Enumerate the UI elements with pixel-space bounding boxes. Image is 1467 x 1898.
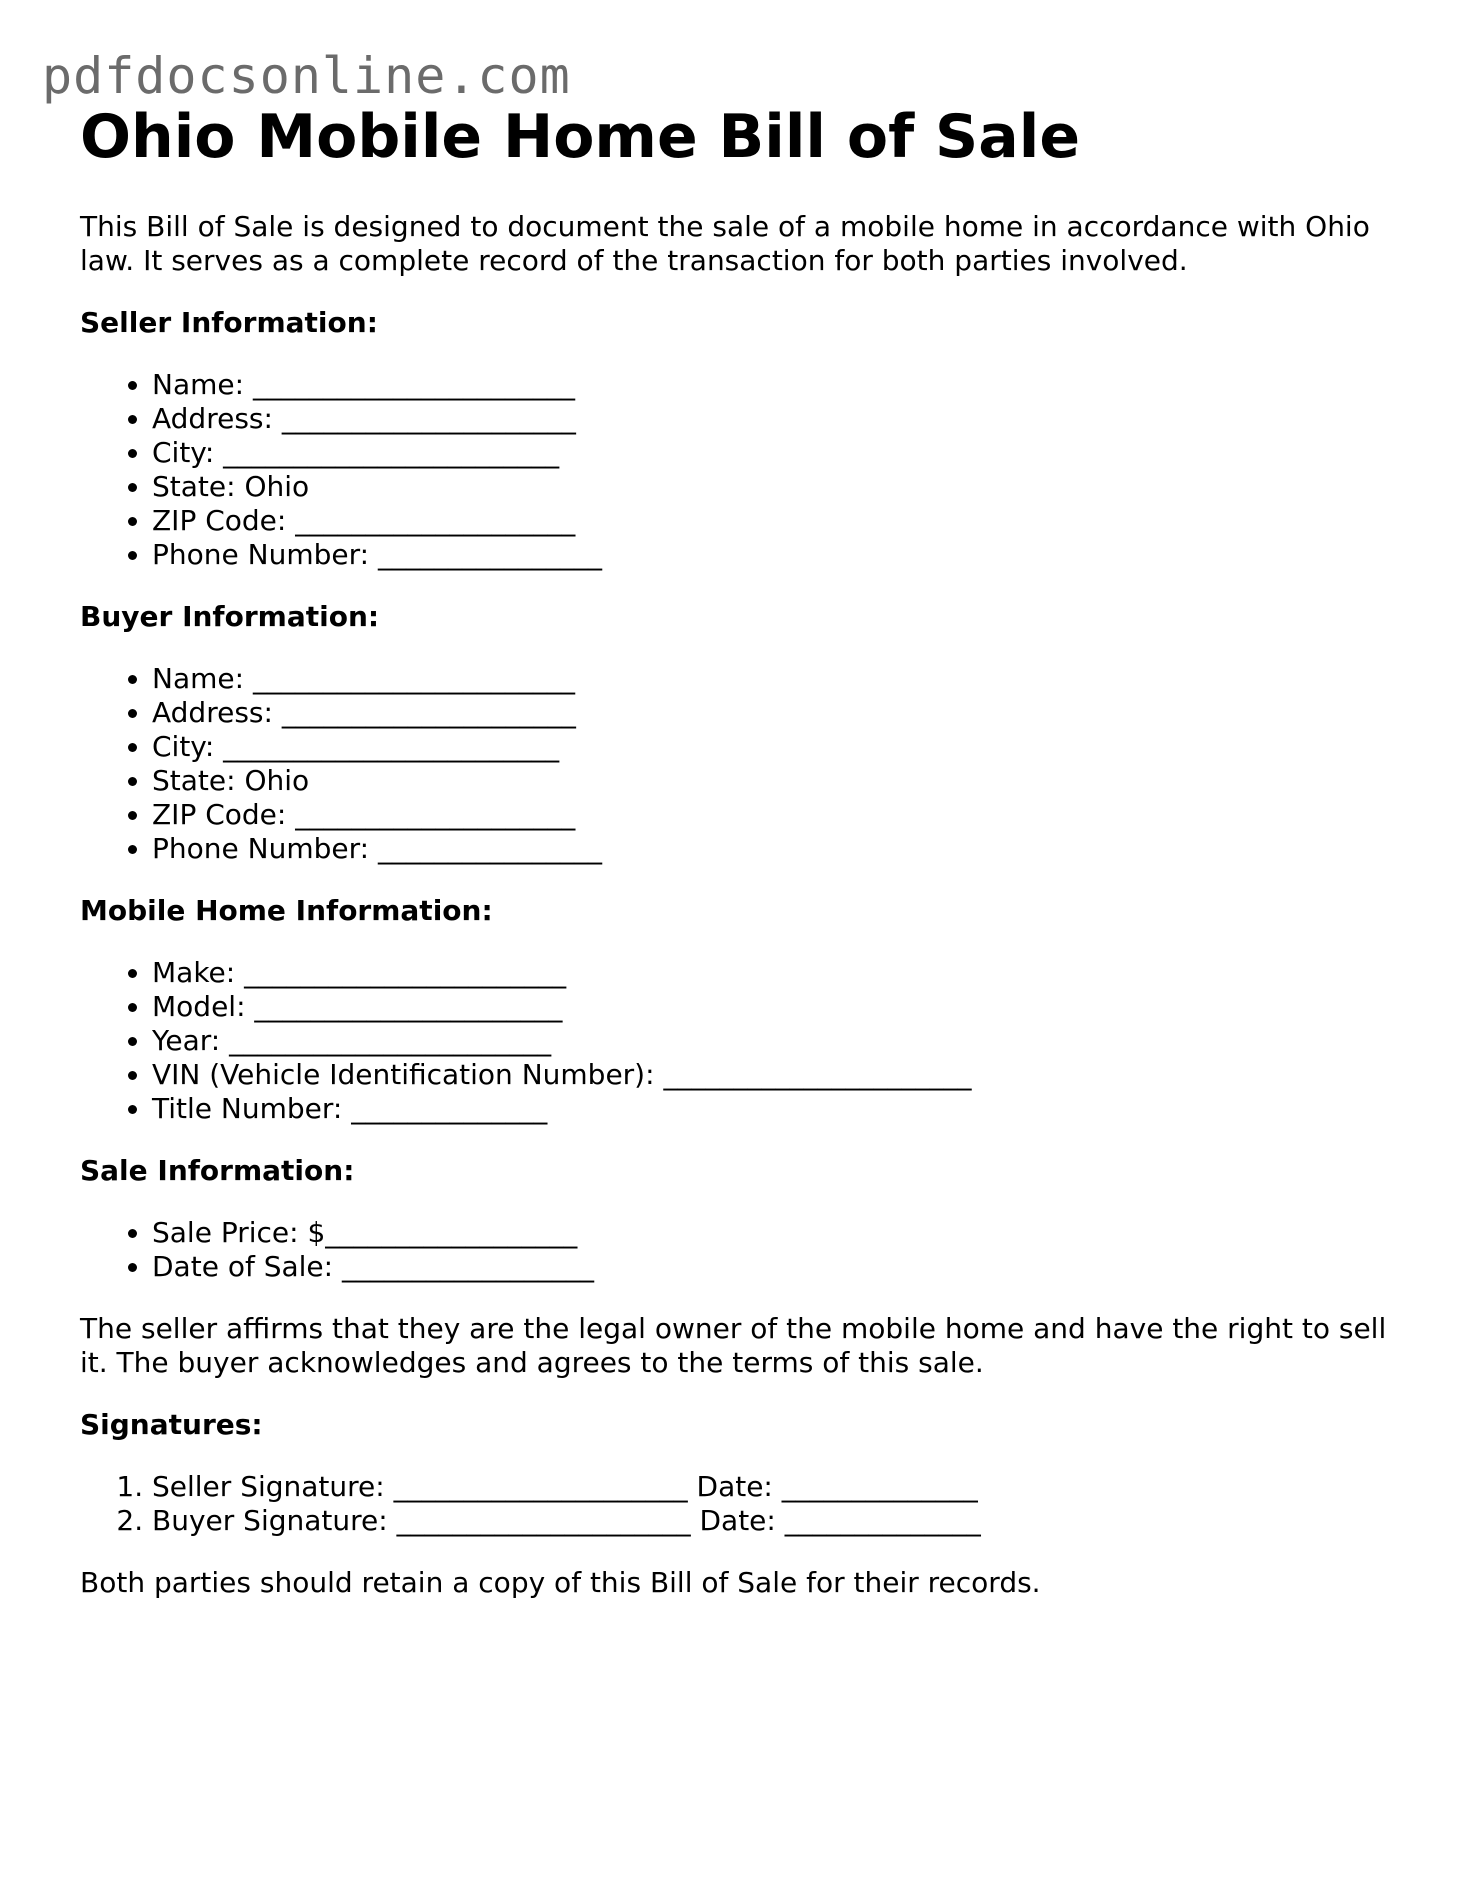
- buyer-address-field[interactable]: • Address: _____________________: [152, 696, 1400, 730]
- buyer-city-field[interactable]: • City: ________________________: [152, 730, 1400, 764]
- title-number-field[interactable]: • Title Number: ______________: [152, 1092, 1400, 1126]
- signatures-heading: Signatures:: [80, 1408, 263, 1441]
- buyer-heading: Buyer Information:: [80, 600, 380, 633]
- buyer-signature-field[interactable]: 2. Buyer Signature: _____________________ Date: ______________: [152, 1504, 1400, 1538]
- buyer-zip-field[interactable]: • ZIP Code: ____________________: [152, 798, 1400, 832]
- buyer-list: [80, 662, 1400, 866]
- seller-address-field[interactable]: • Address: _____________________: [152, 402, 1400, 436]
- seller-city-field[interactable]: • City: ________________________: [152, 436, 1400, 470]
- affirmation-paragraph: The seller affirms that they are the legal owner of the mobile home and have the right to sell it. The buyer acknowledges and agrees to the terms of this sale.: [80, 1312, 1387, 1379]
- model-field[interactable]: • Model: ______________________: [152, 990, 1400, 1024]
- seller-name-field[interactable]: • Name: _______________________: [152, 368, 1400, 402]
- sale-list: [80, 1216, 1400, 1284]
- buyer-state-field: • State: Ohio: [152, 764, 1400, 798]
- watermark: pdfdocsonline.com: [42, 47, 571, 105]
- seller-heading: Seller Information:: [80, 306, 378, 339]
- seller-list: [80, 368, 1400, 572]
- sale-date-field[interactable]: • Date of Sale: __________________: [152, 1250, 1400, 1284]
- signatures-list: [80, 1470, 1400, 1538]
- seller-state-field: • State: Ohio: [152, 470, 1400, 504]
- mobile-home-list: [80, 956, 1400, 1126]
- closing-paragraph: Both parties should retain a copy of this Bill of Sale for their records.: [80, 1566, 1041, 1599]
- buyer-phone-field[interactable]: • Phone Number: ________________: [152, 832, 1400, 866]
- year-field[interactable]: • Year: _______________________: [152, 1024, 1400, 1058]
- sale-heading: Sale Information:: [80, 1154, 355, 1187]
- seller-zip-field[interactable]: • ZIP Code: ____________________: [152, 504, 1400, 538]
- make-field[interactable]: • Make: _______________________: [152, 956, 1400, 990]
- buyer-name-field[interactable]: • Name: _______________________: [152, 662, 1400, 696]
- sale-price-field[interactable]: • Sale Price: $__________________: [152, 1216, 1400, 1250]
- seller-phone-field[interactable]: • Phone Number: ________________: [152, 538, 1400, 572]
- page-title: Ohio Mobile Home Bill of Sale: [80, 102, 1081, 172]
- seller-signature-field[interactable]: 1. Seller Signature: _____________________ Date: ______________: [152, 1470, 1400, 1504]
- vin-field[interactable]: • VIN (Vehicle Identification Number): ______________________: [152, 1058, 1400, 1092]
- document: [80, 100, 1400, 1600]
- intro-paragraph: This Bill of Sale is designed to document the sale of a mobile home in accordance with Ohio law. It serves as a complete record of the transaction for both parties involved.: [80, 210, 1370, 277]
- mobile-home-heading: Mobile Home Information:: [80, 894, 493, 927]
